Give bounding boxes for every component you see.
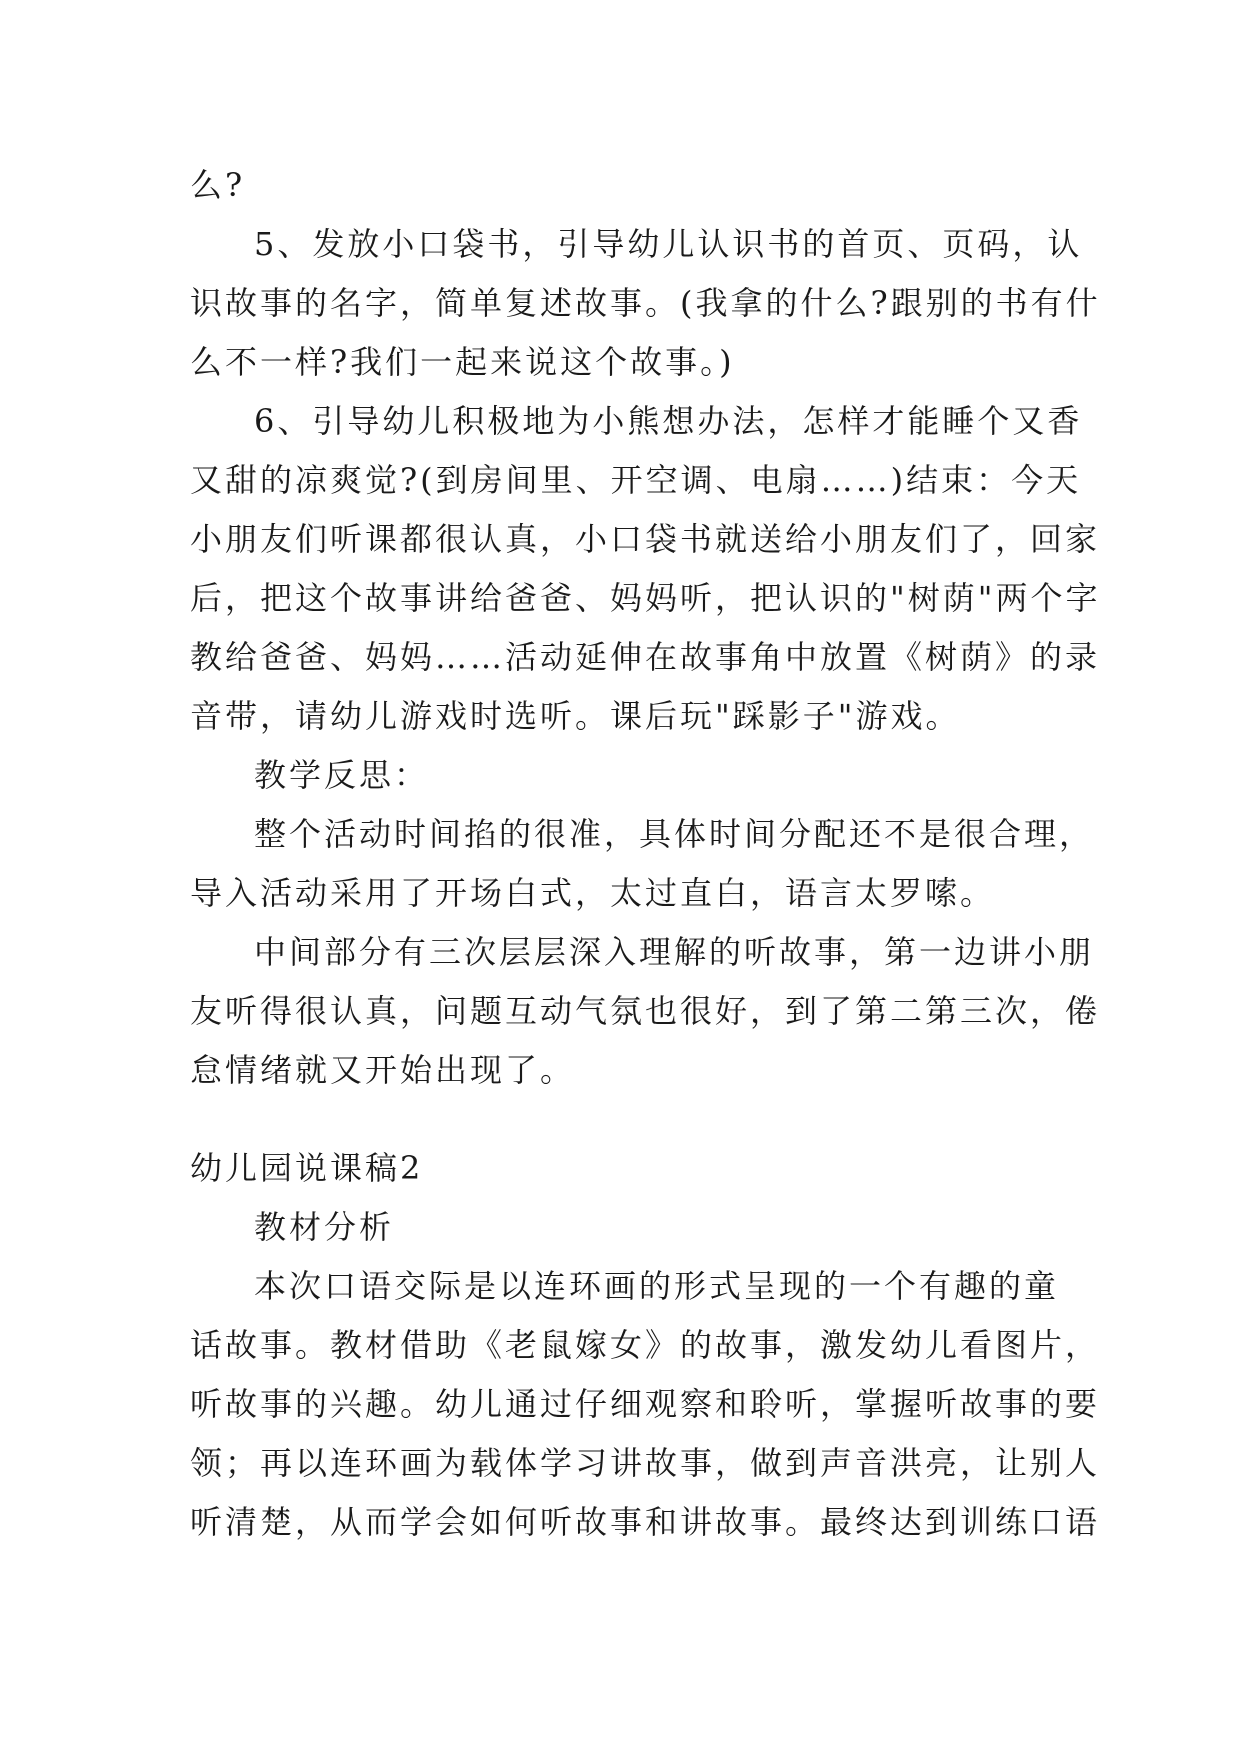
text-line: 5、发放小口袋书，引导幼儿认识书的首页、页码，认	[254, 225, 1083, 263]
text-line: 中间部分有三次层层深入理解的听故事，第一边讲小朋	[254, 933, 1095, 971]
text-line: 么不一样?我们一起来说这个故事。)	[190, 343, 735, 381]
text-line: 怠情绪就又开始出现了。	[190, 1051, 576, 1089]
text-line: 么?	[190, 166, 246, 204]
text-line: 音带，请幼儿游戏时选听。课后玩"踩影子"游戏。	[190, 697, 961, 735]
text-line: 导入活动采用了开场白式，太过直白，语言太罗嗦。	[190, 874, 996, 912]
text-line: 友听得很认真，问题互动气氛也很好，到了第二第三次，倦	[190, 992, 1101, 1030]
text-line: 听故事的兴趣。幼儿通过仔细观察和聆听，掌握听故事的要	[190, 1385, 1101, 1423]
section-heading: 教材分析	[254, 1208, 395, 1246]
text-line: 本次口语交际是以连环画的形式呈现的一个有趣的童	[254, 1267, 1060, 1305]
text-line: 识故事的名字，简单复述故事。(我拿的什么?跟别的书有什	[190, 284, 1101, 322]
text-line: 后，把这个故事讲给爸爸、妈妈听，把认识的"树荫"两个字	[190, 579, 1101, 617]
text-line: 教给爸爸、妈妈……活动延伸在故事角中放置《树荫》的录	[190, 638, 1101, 676]
text-line: 整个活动时间掐的很准，具体时间分配还不是很合理，	[254, 815, 1095, 853]
text-line: 听清楚，从而学会如何听故事和讲故事。最终达到训练口语	[190, 1503, 1101, 1541]
document-title: 幼儿园说课稿2	[190, 1149, 424, 1187]
section-heading: 教学反思：	[254, 756, 430, 794]
text-line: 6、引导幼儿积极地为小熊想办法，怎样才能睡个又香	[254, 402, 1083, 440]
text-line: 话故事。教材借助《老鼠嫁女》的故事，激发幼儿看图片，	[190, 1326, 1101, 1364]
text-line: 小朋友们听课都很认真，小口袋书就送给小朋友们了，回家	[190, 520, 1101, 558]
text-line: 又甜的凉爽觉?(到房间里、开空调、电扇……)结束：今天	[190, 461, 1082, 499]
text-line: 领；再以连环画为载体学习讲故事，做到声音洪亮，让别人	[190, 1444, 1101, 1482]
